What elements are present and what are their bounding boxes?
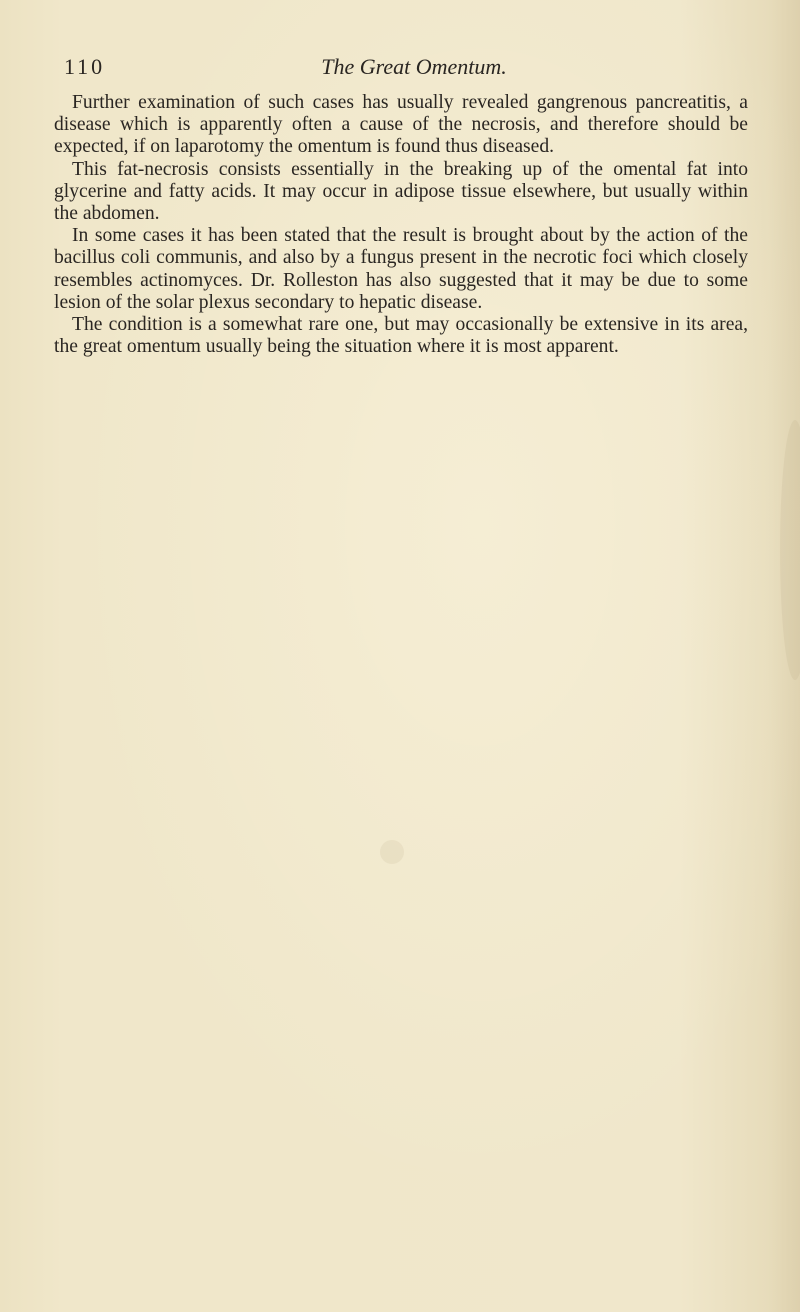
paragraph: Further examination of such cases has usually revealed gangrenous pancreatitis, a disease which is apparently often a cause of the necrosis, and therefore should be expected, if on laparotomy the omentum is found thus diseased. [54,92,748,158]
page-number: 110 [64,54,106,79]
running-title: The Great Omentum. [321,54,507,79]
paragraph: In some cases it has been stated that the result is brought about by the action of the bacillus coli communis, and also by a fungus present in the necrotic foci which closely resembles actinomyces. Dr. Rolleston has also suggested that it may be due to some lesion of the solar plexus secondary to hepatic disease. [54,225,748,313]
page-header [64,54,744,84]
paragraph: The condition is a somewhat rare one, but may occasionally be extensive in its area, the great omentum usually being the situation where it is most apparent. [54,314,748,358]
paper-stain [380,840,404,864]
paper-stain [780,420,800,680]
body-text [54,92,748,358]
paragraph: This fat-necrosis consists essentially in the breaking up of the omental fat into glycerine and fatty acids. It may occur in adipose tissue elsewhere, but usually within the abdomen. [54,158,748,225]
